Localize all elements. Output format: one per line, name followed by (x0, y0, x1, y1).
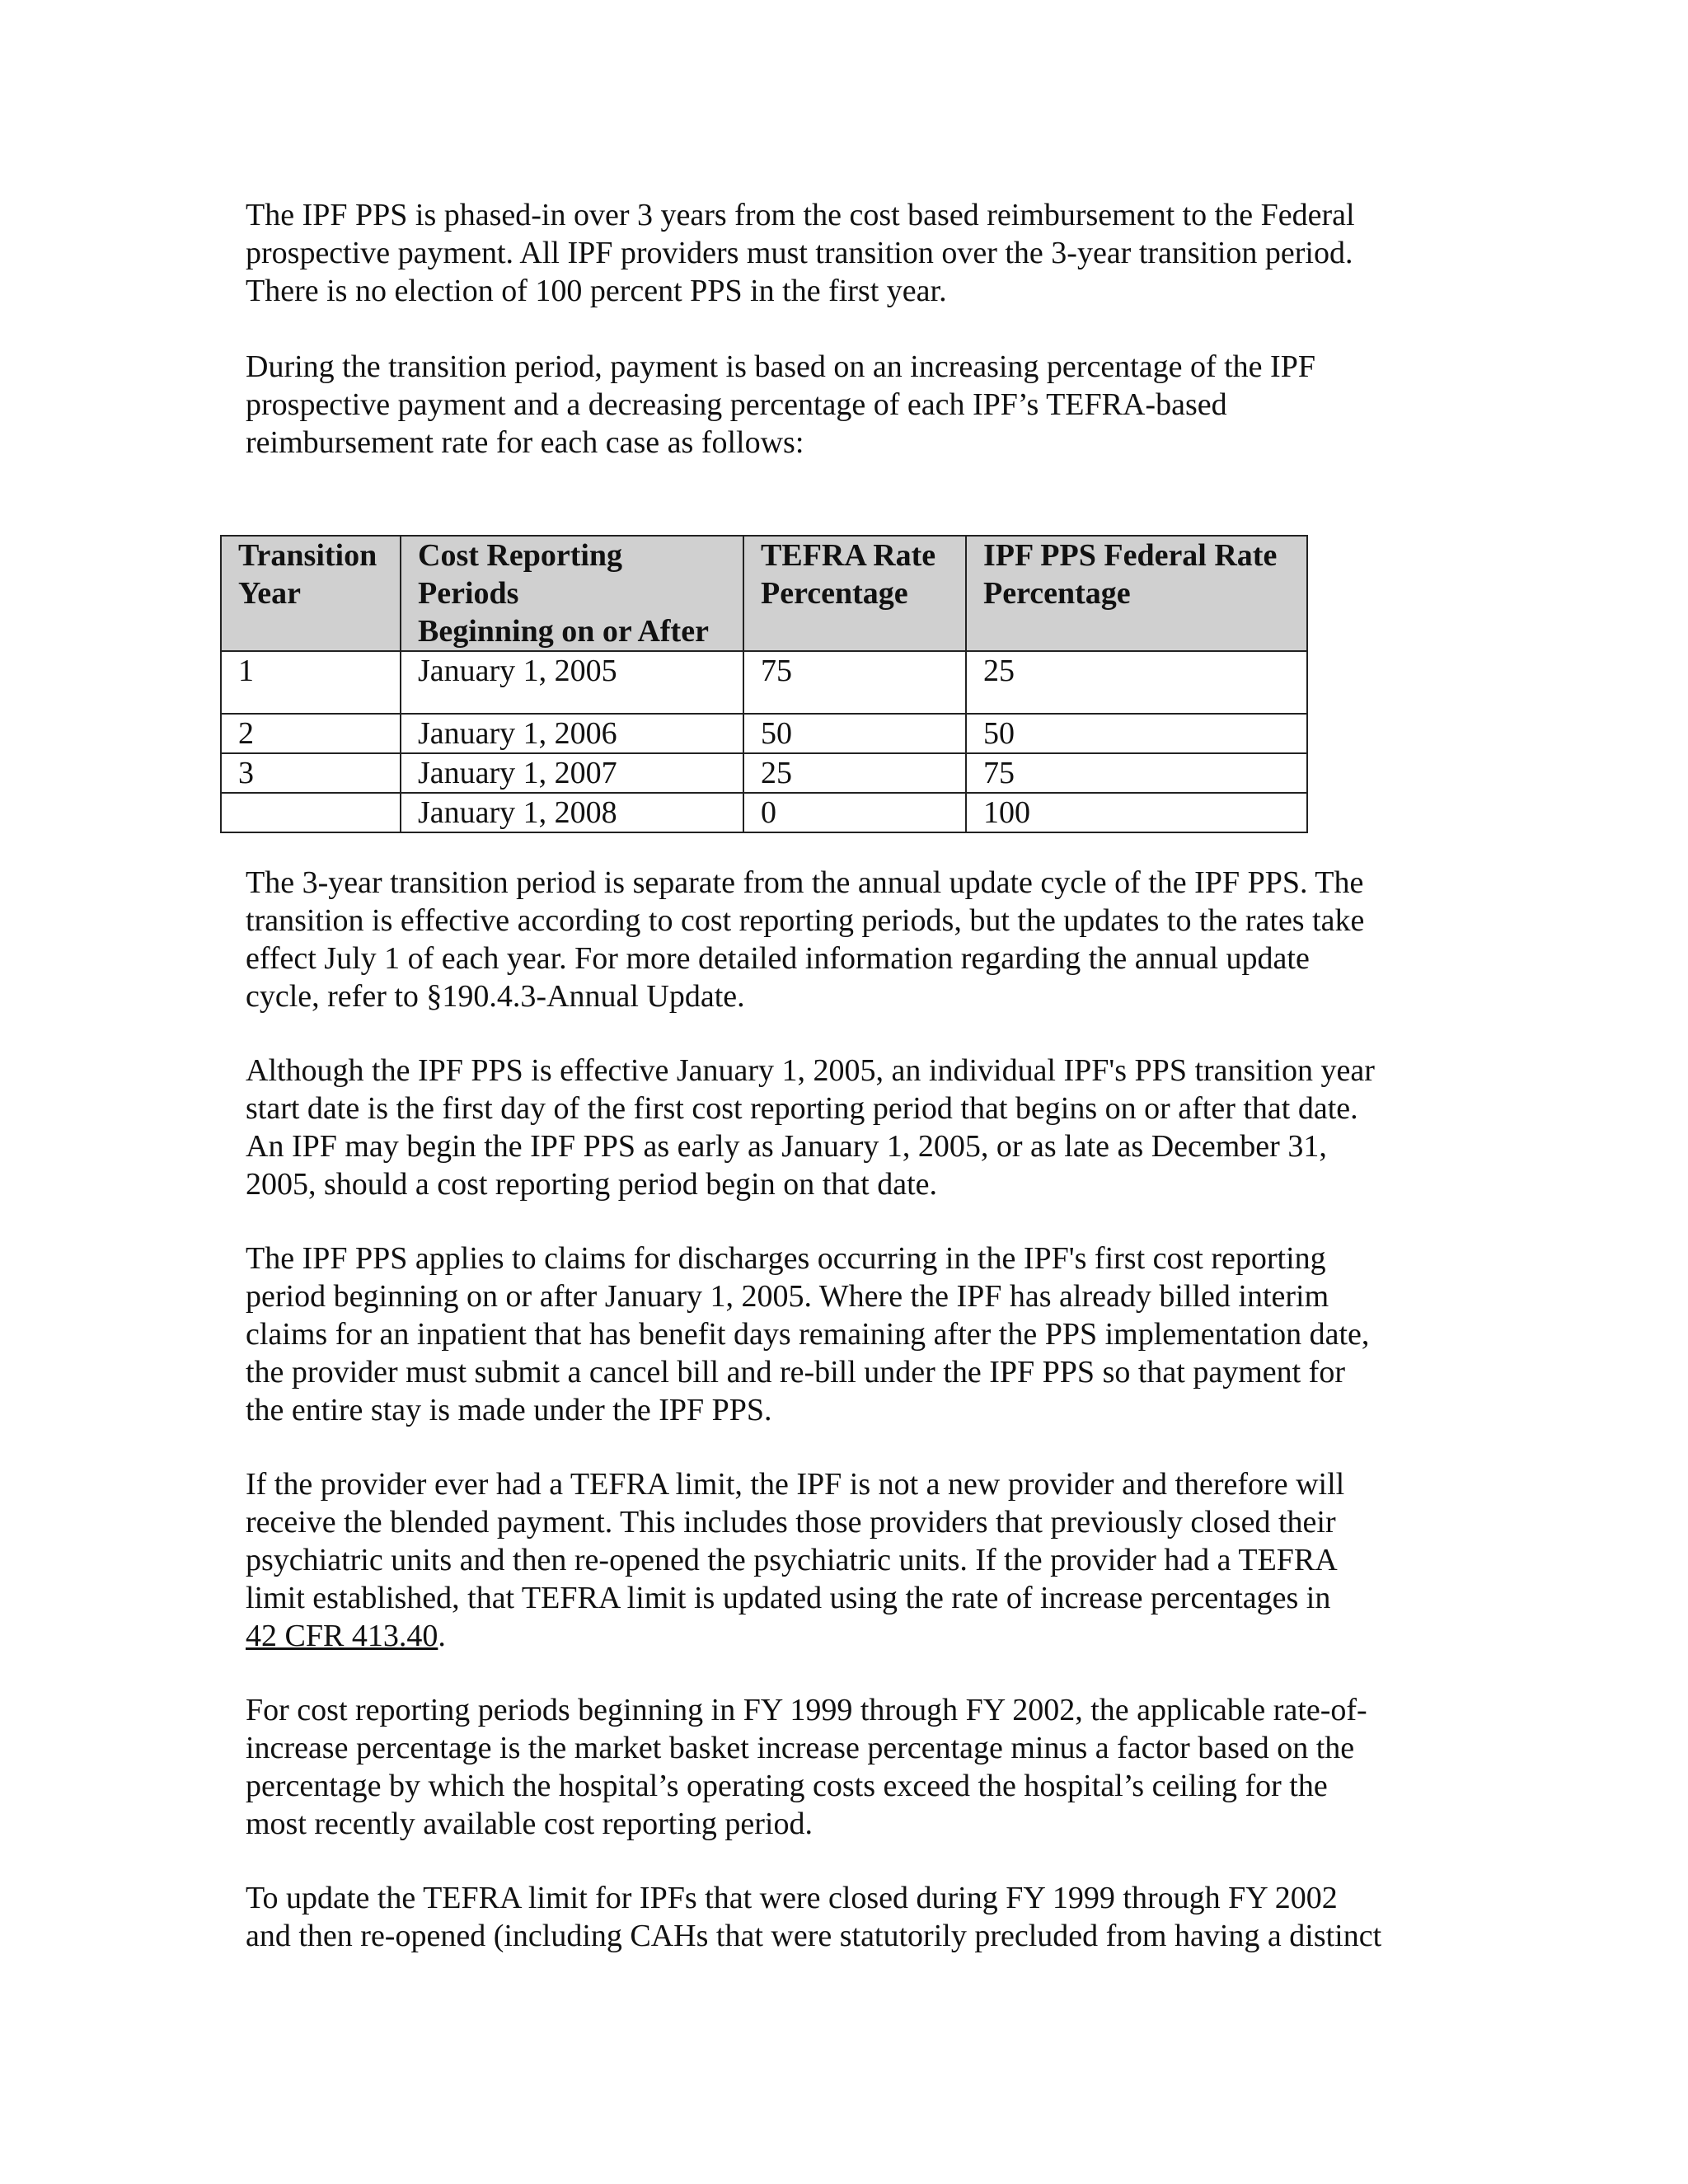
text-line: reimbursement rate for each case as follows: (246, 425, 804, 460)
cell-date: January 1, 2008 (401, 793, 743, 832)
paragraph-rate-of-increase (246, 1691, 1457, 1843)
table-row (221, 793, 1307, 832)
cell-year: 2 (221, 714, 401, 753)
text-line: claims for an inpatient that has benefit days remaining after the PPS implementation date, (246, 1317, 1370, 1352)
header-transition-year: Transition Year (221, 536, 401, 651)
cell-date: January 1, 2005 (401, 651, 743, 714)
text-line (246, 1617, 1457, 1655)
table-row (221, 714, 1307, 753)
text-line: cycle, refer to §190.4.3-Annual Update. (246, 979, 745, 1014)
cell-federal: 75 (966, 753, 1307, 793)
text-line: psychiatric units and then re-opened the psychiatric units. If the provider had a TEFRA (246, 1543, 1338, 1577)
text-line: The IPF PPS applies to claims for discharges occurring in the IPF's first cost reporting (246, 1241, 1326, 1276)
paragraph-transition-intro (246, 348, 1457, 462)
cell-tefra: 0 (743, 793, 966, 832)
cfr-link[interactable]: 42 CFR 413.40 (246, 1619, 438, 1653)
text-line: To update the TEFRA limit for IPFs that were closed during FY 1999 through FY 2002 (246, 1881, 1338, 1915)
cell-federal: 25 (966, 651, 1307, 714)
text-line: transition is effective according to cost reporting periods, but the updates to the rates take (246, 903, 1365, 938)
text-line: increase percentage is the market basket increase percentage minus a factor based on the (246, 1731, 1355, 1765)
text-line: receive the blended payment. This includes those providers that previously closed their (246, 1505, 1336, 1540)
text-line: most recently available cost reporting period. (246, 1807, 813, 1841)
table-row (221, 753, 1307, 793)
text-line: start date is the first day of the first cost reporting period that begins on or after that date. (246, 1091, 1358, 1126)
paragraph-effective-date (246, 1052, 1457, 1203)
cell-date: January 1, 2007 (401, 753, 743, 793)
paragraph-annual-update (246, 864, 1457, 1015)
text-line: 2005, should a cost reporting period begin on that date. (246, 1167, 937, 1202)
transition-table (220, 535, 1308, 833)
text-line: An IPF may begin the IPF PPS as early as January 1, 2005, or as late as December 31, (246, 1129, 1327, 1164)
period-text: . (438, 1619, 446, 1653)
cell-date: January 1, 2006 (401, 714, 743, 753)
paragraph-tefra-limit (246, 1465, 1457, 1655)
cell-federal: 50 (966, 714, 1307, 753)
text-line: period beginning on or after January 1, 2005. Where the IPF has already billed interim (246, 1279, 1329, 1314)
paragraph-claims (246, 1240, 1457, 1429)
text-line: the entire stay is made under the IPF PPS. (246, 1393, 772, 1427)
paragraph-phase-in (246, 196, 1457, 310)
cell-year (221, 793, 401, 832)
text-line: prospective payment and a decreasing percentage of each IPF’s TEFRA-based (246, 387, 1227, 422)
text-line: During the transition period, payment is based on an increasing percentage of the IPF (246, 349, 1315, 384)
text-line: There is no election of 100 percent PPS in the first year. (246, 274, 947, 308)
cell-federal: 100 (966, 793, 1307, 832)
text-line: effect July 1 of each year. For more detailed information regarding the annual update (246, 941, 1310, 976)
table-header-row (221, 536, 1307, 651)
text-line: For cost reporting periods beginning in FY 1999 through FY 2002, the applicable rate-of- (246, 1693, 1367, 1727)
text-line: the provider must submit a cancel bill and re-bill under the IPF PPS so that payment for (246, 1355, 1345, 1390)
table-row (221, 651, 1307, 714)
text-line: percentage by which the hospital’s operating costs exceed the hospital’s ceiling for the (246, 1769, 1328, 1803)
cell-tefra: 50 (743, 714, 966, 753)
text-line: limit established, that TEFRA limit is updated using the rate of increase percentages in (246, 1581, 1331, 1615)
text-line: Although the IPF PPS is effective January 1, 2005, an individual IPF's PPS transition year (246, 1053, 1375, 1088)
cell-year: 1 (221, 651, 401, 714)
header-tefra-rate: TEFRA Rate Percentage (743, 536, 966, 651)
header-cost-reporting-periods: Cost Reporting Periods Beginning on or After (401, 536, 743, 651)
cell-tefra: 75 (743, 651, 966, 714)
cell-tefra: 25 (743, 753, 966, 793)
text-line: The IPF PPS is phased-in over 3 years from the cost based reimbursement to the Federal (246, 198, 1355, 232)
text-line: The 3-year transition period is separate from the annual update cycle of the IPF PPS. The (246, 865, 1364, 900)
header-federal-rate: IPF PPS Federal Rate Percentage (966, 536, 1307, 651)
cell-year: 3 (221, 753, 401, 793)
text-line: prospective payment. All IPF providers must transition over the 3-year transition period. (246, 236, 1353, 270)
text-line: and then re-opened (including CAHs that were statutorily precluded from having a distinct (246, 1919, 1382, 1953)
text-line: If the provider ever had a TEFRA limit, the IPF is not a new provider and therefore will (246, 1467, 1345, 1502)
paragraph-reopened-ipfs (246, 1879, 1457, 1955)
